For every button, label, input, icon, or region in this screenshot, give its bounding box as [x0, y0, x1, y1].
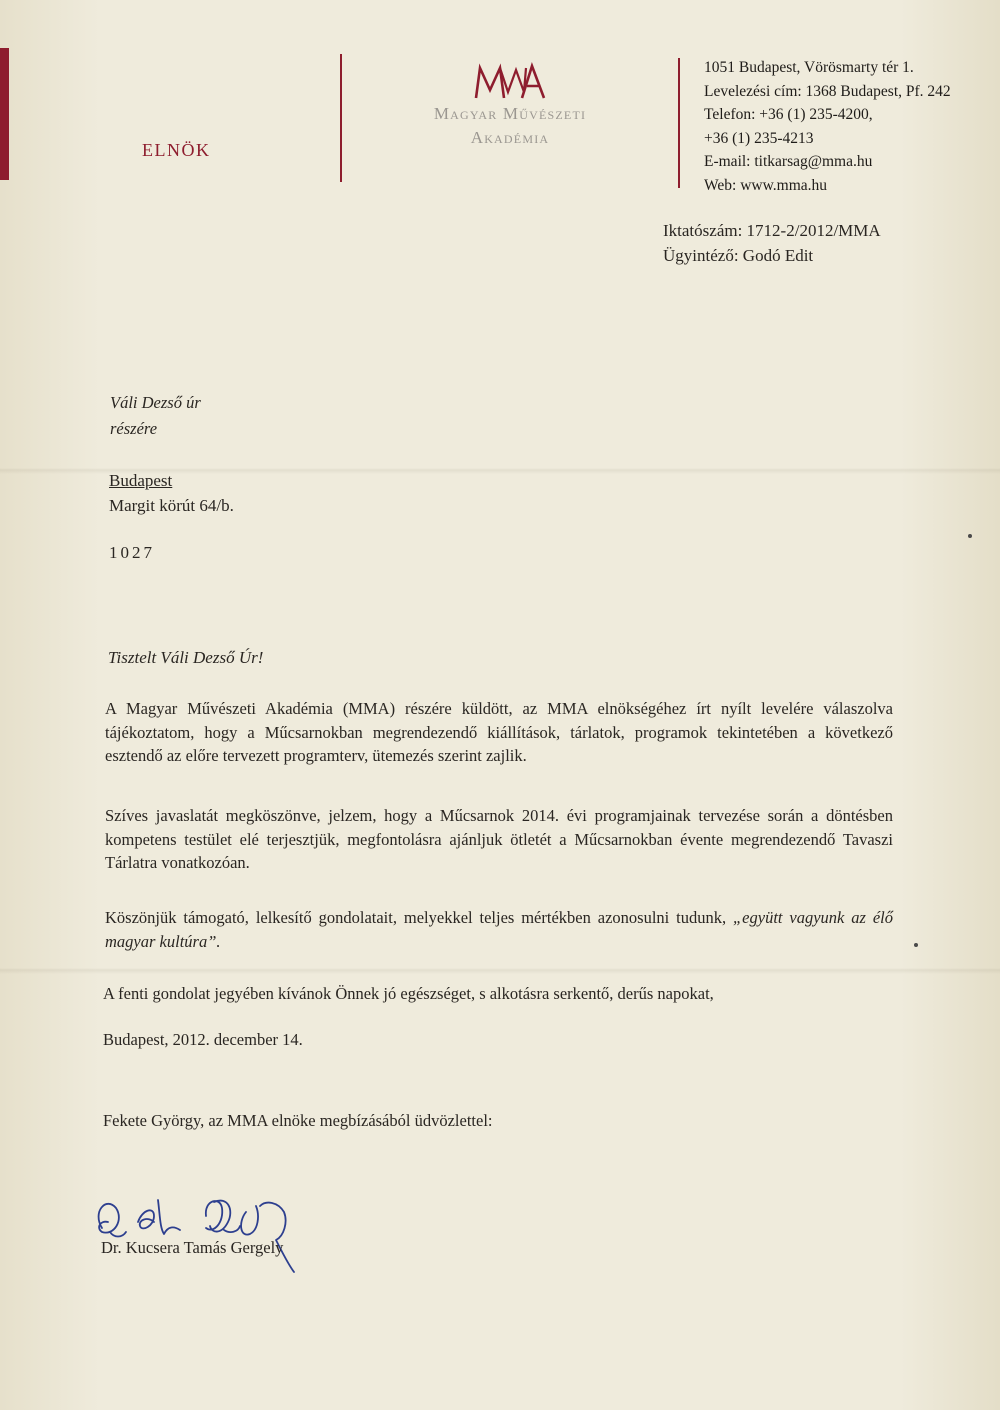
paper-speck	[968, 534, 972, 538]
recipient-name: Váli Dezső úr	[110, 393, 201, 412]
reference-block	[663, 218, 881, 268]
mma-logo-mark	[470, 62, 550, 102]
red-edge-strip	[0, 48, 9, 180]
contact-block	[704, 56, 951, 197]
clerk: Ügyintéző: Godó Edit	[663, 246, 814, 265]
recipient-address	[109, 468, 234, 518]
contact-phone-2: +36 (1) 235-4213	[704, 129, 814, 147]
contact-phone-1: Telefon: +36 (1) 235-4200,	[704, 106, 873, 123]
header-divider-left	[340, 54, 342, 182]
paragraph-3	[105, 906, 893, 953]
recipient-street: Margit körút 64/b.	[109, 496, 234, 515]
logo-line-1: Magyar Művészeti	[433, 104, 587, 123]
letter-date: Budapest, 2012. december 14.	[103, 1030, 303, 1049]
paragraph-3-text: Köszönjük támogató, lelkesítő gondolatait, melyekkel teljes mértékben azonosulni tudunk,	[105, 908, 733, 927]
recipient-for: részére	[110, 419, 158, 438]
paper-speck	[914, 943, 918, 947]
paragraph-3-quote: „együtt vagyunk az élő magyar kultúra”.	[105, 908, 893, 951]
office-label: ELNÖK	[142, 140, 211, 160]
contact-address: 1051 Budapest, Vörösmarty tér 1.	[704, 59, 914, 76]
paragraph-2: Szíves javaslatát megköszönve, jelzem, hogy a Műcsarnok 2014. évi programjainak tervezése során a döntésben kompetens testület elé terjesztjük, megfontolásra ajánljuk ötletét a Műcsarnokban évente megrendezendő Tavaszi Tárlatra vonatkozóan.	[105, 806, 893, 872]
recipient-city: Budapest	[109, 471, 173, 490]
paragraph-1: A Magyar Művészeti Akadémia (MMA) részére küldött, az MMA elnökségéhez írt nyílt levelére válaszolva tájékoztatom, hogy a Műcsarnokban megrendezendő kiállítások, tárlatok, programok tekintetében a következő esztendő az előre tervezett programterv, ütemezés szerint zajlik.	[105, 699, 893, 765]
sender-line: Fekete György, az MMA elnöke megbízásából üdvözlettel:	[103, 1111, 493, 1130]
closing-line: A fenti gondolat jegyében kívánok Önnek jó egészséget, s alkotásra serkentő, derűs napokat,	[103, 984, 714, 1003]
salutation: Tisztelt Váli Dezső Úr!	[108, 648, 264, 667]
signer-name: Dr. Kucsera Tamás Gergely	[101, 1238, 284, 1257]
contact-email[interactable]: E-mail: titkarsag@mma.hu	[704, 153, 873, 170]
contact-web[interactable]: Web: www.mma.hu	[704, 176, 828, 194]
contact-postal: Levelezési cím: 1368 Budapest, Pf. 242	[704, 82, 951, 100]
recipient-zip: 1027	[109, 543, 155, 562]
recipient-name-block	[110, 390, 201, 442]
mma-logo	[402, 62, 618, 150]
file-number: Iktatószám: 1712-2/2012/MMA	[663, 221, 881, 240]
header-divider-right	[678, 58, 680, 188]
handwritten-signature	[88, 1182, 328, 1282]
logo-line-2: Akadémia	[470, 128, 550, 147]
